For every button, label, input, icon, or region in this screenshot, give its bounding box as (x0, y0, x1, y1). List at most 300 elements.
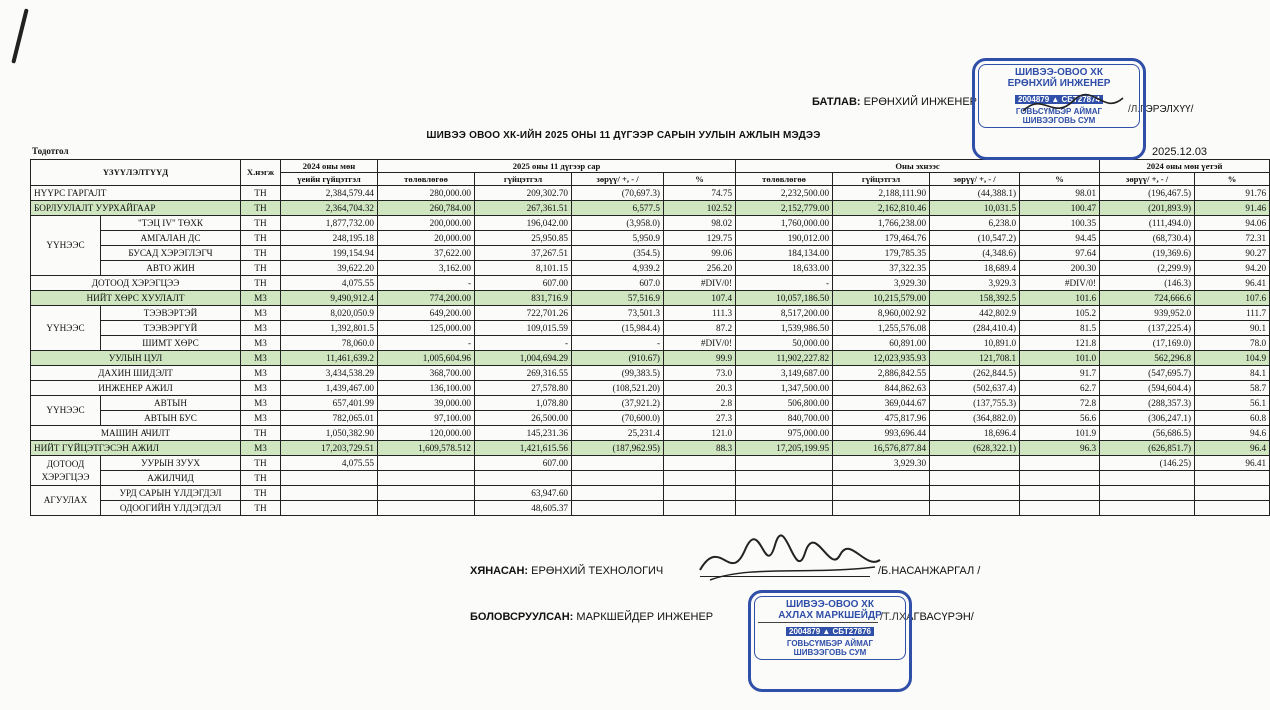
cell-ytd-plan (736, 456, 833, 471)
unit-label: Тодотгол (32, 146, 69, 156)
cell-prev: 11,461,639.2 (281, 351, 378, 366)
cell-prev-diff: (201,893.9) (1100, 201, 1195, 216)
cell-ytd-actual: 2,886,842.55 (833, 366, 930, 381)
row-label: АВТО ЖИН (101, 261, 241, 276)
cell-ytd-plan: 190,012.00 (736, 231, 833, 246)
cell-pct: 129.75 (664, 231, 736, 246)
row-unit: М3 (241, 396, 281, 411)
cell-diff: 5,950.9 (572, 231, 664, 246)
cell-ytd-diff: 10,891.0 (930, 336, 1020, 351)
row-unit: ТН (241, 186, 281, 201)
row-unit: М3 (241, 336, 281, 351)
row-unit: М3 (241, 366, 281, 381)
table-row (31, 486, 1270, 501)
row-label: НИЙТ ГҮЙЦЭТГЭСЭН АЖИЛ (31, 441, 241, 456)
row-unit: М3 (241, 381, 281, 396)
cell-ytd-diff: (44,388.1) (930, 186, 1020, 201)
cell-ytd-actual (833, 486, 930, 501)
cell-pct (664, 471, 736, 486)
cell-ytd-plan: 184,134.00 (736, 246, 833, 261)
cell-ytd-pct: 121.8 (1020, 336, 1100, 351)
cell-prev (281, 486, 378, 501)
cell-prev-diff: (196,467.5) (1100, 186, 1195, 201)
cell-pct: 111.3 (664, 306, 736, 321)
cell-prev-diff: (68,730.4) (1100, 231, 1195, 246)
cell-ytd-diff: (10,547.2) (930, 231, 1020, 246)
approval-line (812, 96, 977, 108)
cell-ytd-plan: 1,539,986.50 (736, 321, 833, 336)
cell-ytd-diff: 442,802.9 (930, 306, 1020, 321)
row-label: НҮҮРС ГАРГАЛТ (31, 186, 241, 201)
cell-prev-pct: 94.20 (1195, 261, 1270, 276)
cell-actual: 26,500.00 (475, 411, 572, 426)
row-label: АВТЫН БУС (101, 411, 241, 426)
cell-ytd-plan: 17,205,199.95 (736, 441, 833, 456)
cell-plan: - (378, 276, 475, 291)
cell-prev-pct: 84.1 (1195, 366, 1270, 381)
cell-ytd-plan: 18,633.00 (736, 261, 833, 276)
cell-ytd-pct: #DIV/0! (1020, 276, 1100, 291)
row-label: ТЭЭВЭРГҮЙ (101, 321, 241, 336)
cell-pct: 256.20 (664, 261, 736, 276)
cell-prev: 1,392,801.5 (281, 321, 378, 336)
cell-ytd-actual: 179,785.35 (833, 246, 930, 261)
reviewed-role: ЕРӨНХИЙ ТЕХНОЛОГИЧ (531, 565, 664, 577)
cell-pct: 98.02 (664, 216, 736, 231)
cell-prev-pct: 104.9 (1195, 351, 1270, 366)
cell-ytd-plan (736, 486, 833, 501)
cell-prev-diff: (17,169.0) (1100, 336, 1195, 351)
cell-ytd-diff: (284,410.4) (930, 321, 1020, 336)
cell-actual: 607.00 (475, 456, 572, 471)
cell-prev-diff: (111,494.0) (1100, 216, 1195, 231)
cell-diff: (99,383.5) (572, 366, 664, 381)
cell-diff: (910.67) (572, 351, 664, 366)
cell-prev-diff: (56,686.5) (1100, 426, 1195, 441)
table-row (31, 411, 1270, 426)
table-row (31, 471, 1270, 486)
cell-ytd-actual: 844,862.63 (833, 381, 930, 396)
group-label: ҮҮНЭЭС (31, 306, 101, 351)
prepared-role: МАРКШЕЙДЕР ИНЖЕНЕР (576, 611, 714, 623)
cell-prev-pct: 96.41 (1195, 456, 1270, 471)
cell-ytd-plan: 11,902,227.82 (736, 351, 833, 366)
header-row-1 (31, 160, 1270, 173)
cell-ytd-diff (930, 486, 1020, 501)
cell-prev: 1,877,732.00 (281, 216, 378, 231)
cell-ytd-diff: 10,031.5 (930, 201, 1020, 216)
col-ytd-diff: зөрүү/ +, - / (930, 173, 1020, 186)
col-prev-year-a: 2024 оны мөн (281, 160, 378, 173)
cell-prev-pct (1195, 501, 1270, 516)
stamp-bottom-loc2: ШИВЭЭГОВЬ СУМ (793, 648, 867, 657)
cell-ytd-plan: 8,517,200.00 (736, 306, 833, 321)
cell-ytd-diff: 121,708.1 (930, 351, 1020, 366)
row-label: ДОТООД ХЭРЭГЦЭЭ (31, 276, 241, 291)
cell-diff: 73,501.3 (572, 306, 664, 321)
cell-ytd-diff: 3,929.3 (930, 276, 1020, 291)
cell-plan: 20,000.00 (378, 231, 475, 246)
col-ytd-pct: % (1020, 173, 1100, 186)
approve-label: БАТЛАВ: (812, 96, 861, 108)
cell-ytd-actual: 1,766,238.00 (833, 216, 930, 231)
row-label: АМГАЛАН ДС (101, 231, 241, 246)
cell-prev-pct (1195, 486, 1270, 501)
cell-ytd-diff (930, 501, 1020, 516)
group-label: АГУУЛАХ (31, 486, 101, 516)
cell-prev: 1,050,382.90 (281, 426, 378, 441)
cell-diff: (187,962.95) (572, 441, 664, 456)
cell-pct: 121.0 (664, 426, 736, 441)
cell-diff: 607.0 (572, 276, 664, 291)
table-row (31, 336, 1270, 351)
prepared-name: /Т.ЛХАГВАСҮРЭН/ (880, 611, 974, 623)
cell-diff: (354.5) (572, 246, 664, 261)
cell-ytd-plan (736, 471, 833, 486)
cell-pct: 107.4 (664, 291, 736, 306)
cell-plan: 37,622.00 (378, 246, 475, 261)
cell-pct (664, 486, 736, 501)
cell-ytd-plan: 10,057,186.50 (736, 291, 833, 306)
row-unit: ТН (241, 231, 281, 246)
row-unit: ТН (241, 426, 281, 441)
group-label: ҮҮНЭЭС (31, 396, 101, 426)
row-label: БОРЛУУЛАЛТ УУРХАЙГААР (31, 201, 241, 216)
cell-ytd-actual: 3,929.30 (833, 456, 930, 471)
table-row (31, 366, 1270, 381)
cell-prev-pct: 72.31 (1195, 231, 1270, 246)
row-label: ИНЖЕНЕР АЖИЛ (31, 381, 241, 396)
cell-ytd-actual: 8,960,002.92 (833, 306, 930, 321)
cell-ytd-actual: 2,162,810.46 (833, 201, 930, 216)
cell-prev-diff: (626,851.7) (1100, 441, 1195, 456)
report-date: 2025.12.03 (1152, 146, 1208, 158)
cell-ytd-pct (1020, 486, 1100, 501)
group-label: ҮҮНЭЭС (31, 216, 101, 276)
cell-actual: 1,078.80 (475, 396, 572, 411)
cell-ytd-diff: (364,882.0) (930, 411, 1020, 426)
cell-actual: - (475, 336, 572, 351)
cell-plan (378, 471, 475, 486)
cell-prev: 4,075.55 (281, 276, 378, 291)
col-prev-pct: % (1195, 173, 1270, 186)
cell-ytd-pct: 101.6 (1020, 291, 1100, 306)
cell-ytd-pct (1020, 456, 1100, 471)
cell-prev: 2,384,579.44 (281, 186, 378, 201)
cell-ytd-diff: (628,322.1) (930, 441, 1020, 456)
cell-diff (572, 501, 664, 516)
cell-diff: 57,516.9 (572, 291, 664, 306)
cell-plan: 649,200.00 (378, 306, 475, 321)
stamp-bottom-position: АХЛАХ МАРКШЕЙДР (778, 610, 882, 621)
row-unit: ТН (241, 216, 281, 231)
table-row (31, 216, 1270, 231)
stamp-top-position: ЕРӨНХИЙ ИНЖЕНЕР (1007, 78, 1111, 89)
table-row (31, 261, 1270, 276)
group-label: ДОТООД ХЭРЭГЦЭЭ (31, 456, 101, 486)
cell-actual: 1,421,615.56 (475, 441, 572, 456)
cell-diff: 25,231.4 (572, 426, 664, 441)
cell-diff: (37,921.2) (572, 396, 664, 411)
cell-prev-diff (1100, 501, 1195, 516)
cell-actual: 209,302.70 (475, 186, 572, 201)
cell-plan (378, 486, 475, 501)
col-prev-ytd: 2024 оны мөн үетэй (1100, 160, 1270, 173)
cell-ytd-pct: 101.9 (1020, 426, 1100, 441)
cell-ytd-pct: 81.5 (1020, 321, 1100, 336)
cell-ytd-diff: 18,689.4 (930, 261, 1020, 276)
cell-ytd-pct (1020, 471, 1100, 486)
col-indicators: ҮЗҮҮЛЭЛТҮҮД (31, 160, 241, 186)
table-row (31, 306, 1270, 321)
col-prev-year-b: үеийн гүйцэтгэл (281, 173, 378, 186)
col-unit: Х.нэгж (241, 160, 281, 186)
cell-prev: 199,154.94 (281, 246, 378, 261)
row-unit: ТН (241, 456, 281, 471)
stamp-bottom-loc1: ГОВЬСҮМБЭР АЙМАГ (786, 639, 874, 648)
cell-prev-diff: (288,357.3) (1100, 396, 1195, 411)
cell-ytd-pct: 100.35 (1020, 216, 1100, 231)
cell-prev-diff: 724,666.6 (1100, 291, 1195, 306)
cell-ytd-actual: 12,023,935.93 (833, 351, 930, 366)
row-label: АЖИЛЧИД (101, 471, 241, 486)
cell-ytd-pct: 91.7 (1020, 366, 1100, 381)
cell-plan: 125,000.00 (378, 321, 475, 336)
cell-ytd-actual: 369,044.67 (833, 396, 930, 411)
cell-ytd-diff: (137,755.3) (930, 396, 1020, 411)
cell-plan: 368,700.00 (378, 366, 475, 381)
cell-prev-diff: (146.25) (1100, 456, 1195, 471)
cell-prev-diff (1100, 471, 1195, 486)
cell-actual: 109,015.59 (475, 321, 572, 336)
cell-ytd-actual: 37,322.35 (833, 261, 930, 276)
cell-plan: 774,200.00 (378, 291, 475, 306)
row-unit: ТН (241, 501, 281, 516)
cell-actual: 831,716.9 (475, 291, 572, 306)
cell-ytd-diff: 158,392.5 (930, 291, 1020, 306)
table-row (31, 246, 1270, 261)
reviewed-name: /Б.НАСАНЖАРГАЛ / (878, 565, 981, 577)
cell-prev-pct (1195, 471, 1270, 486)
approve-name: /Л.ГЭРЭЛХҮҮ/ (1128, 104, 1194, 115)
row-unit: М3 (241, 291, 281, 306)
row-label: "ТЭЦ IV" ТӨХК (101, 216, 241, 231)
cell-pct (664, 456, 736, 471)
row-label: АВТЫН (101, 396, 241, 411)
cell-pct: 87.2 (664, 321, 736, 336)
row-label: УУРЫН ЗУУХ (101, 456, 241, 471)
stamp-bottom-company: ШИВЭЭ-ОВОО ХК (786, 599, 874, 610)
row-unit: ТН (241, 276, 281, 291)
cell-prev: 17,203,729.51 (281, 441, 378, 456)
table-row (31, 396, 1270, 411)
cell-plan (378, 456, 475, 471)
cell-plan: 97,100.00 (378, 411, 475, 426)
table-row (31, 231, 1270, 246)
table-row (31, 291, 1270, 306)
cell-ytd-plan: 3,149,687.00 (736, 366, 833, 381)
cell-prev-pct: 94.06 (1195, 216, 1270, 231)
cell-ytd-diff: 18,696.4 (930, 426, 1020, 441)
row-unit: ТН (241, 486, 281, 501)
cell-prev-diff: 562,296.8 (1100, 351, 1195, 366)
cell-diff: (70,600.0) (572, 411, 664, 426)
cell-ytd-actual: 993,696.44 (833, 426, 930, 441)
row-unit: М3 (241, 441, 281, 456)
approve-role: ЕРӨНХИЙ ИНЖЕНЕР (863, 96, 978, 108)
cell-prev: 9,490,912.4 (281, 291, 378, 306)
col-actual: гүйцэтгэл (475, 173, 572, 186)
cell-prev: 657,401.99 (281, 396, 378, 411)
cell-prev-diff: (594,604.4) (1100, 381, 1195, 396)
col-ytd-actual: гүйцэтгэл (833, 173, 930, 186)
table-row (31, 501, 1270, 516)
cell-ytd-actual: 179,464.76 (833, 231, 930, 246)
cell-prev: 1,439,467.00 (281, 381, 378, 396)
cell-ytd-plan: 975,000.00 (736, 426, 833, 441)
row-label: ОДООГИЙН ҮЛДЭГДЭЛ (101, 501, 241, 516)
cell-prev (281, 471, 378, 486)
cell-prev-diff: (306,247.1) (1100, 411, 1195, 426)
cell-prev-diff (1100, 486, 1195, 501)
cell-ytd-diff: (262,844.5) (930, 366, 1020, 381)
prepared-signature-line (470, 611, 713, 623)
cell-plan: 3,162.00 (378, 261, 475, 276)
row-label: БУСАД ХЭРЭГЛЭГЧ (101, 246, 241, 261)
cell-diff (572, 471, 664, 486)
cell-prev: 4,075.55 (281, 456, 378, 471)
cell-ytd-pct: 200.30 (1020, 261, 1100, 276)
cell-prev-pct: 56.1 (1195, 396, 1270, 411)
cell-prev-pct: 107.6 (1195, 291, 1270, 306)
cell-pct: 20.3 (664, 381, 736, 396)
cell-actual: 27,578.80 (475, 381, 572, 396)
cell-ytd-pct: 72.8 (1020, 396, 1100, 411)
cell-ytd-pct: 94.45 (1020, 231, 1100, 246)
cell-ytd-pct: 98.01 (1020, 186, 1100, 201)
cell-prev-pct: 111.7 (1195, 306, 1270, 321)
table-row (31, 351, 1270, 366)
cell-ytd-actual: 16,576,877.84 (833, 441, 930, 456)
row-label: ДАХИН ШИДЭЛТ (31, 366, 241, 381)
table-row (31, 426, 1270, 441)
table-row (31, 276, 1270, 291)
cell-ytd-pct: 62.7 (1020, 381, 1100, 396)
cell-plan: - (378, 336, 475, 351)
cell-ytd-actual: 3,929.30 (833, 276, 930, 291)
cell-pct (664, 501, 736, 516)
cell-prev-pct: 90.27 (1195, 246, 1270, 261)
cell-ytd-pct: 101.0 (1020, 351, 1100, 366)
col-month: 2025 оны 11 дүгээр сар (378, 160, 736, 173)
row-label: ТЭЭВЭРТЭЙ (101, 306, 241, 321)
cell-diff: - (572, 336, 664, 351)
cell-prev: 2,364,704.32 (281, 201, 378, 216)
cell-ytd-pct: 56.6 (1020, 411, 1100, 426)
cell-ytd-pct: 96.3 (1020, 441, 1100, 456)
cell-actual: 607.00 (475, 276, 572, 291)
cell-ytd-plan: 1,760,000.00 (736, 216, 833, 231)
cell-prev-pct: 94.6 (1195, 426, 1270, 441)
row-unit: ТН (241, 246, 281, 261)
cell-prev: 248,195.18 (281, 231, 378, 246)
row-unit: М3 (241, 321, 281, 336)
cell-prev-pct: 58.7 (1195, 381, 1270, 396)
cell-ytd-diff: (4,348.6) (930, 246, 1020, 261)
table-row (31, 186, 1270, 201)
row-unit: ТН (241, 201, 281, 216)
cell-pct: 99.06 (664, 246, 736, 261)
stamp-top-reg: 2004879 ▲ СБТ27874 (1015, 95, 1103, 104)
cell-ytd-actual: 475,817.96 (833, 411, 930, 426)
row-label: МАШИН АЧИЛТ (31, 426, 241, 441)
cell-ytd-plan: 506,800.00 (736, 396, 833, 411)
reviewed-label: ХЯНАСАН: (470, 565, 529, 577)
cell-prev-pct: 96.41 (1195, 276, 1270, 291)
cell-prev: 782,065.01 (281, 411, 378, 426)
cell-ytd-plan (736, 501, 833, 516)
company-stamp-bottom (748, 590, 912, 692)
cell-actual: 267,361.51 (475, 201, 572, 216)
cell-prev-pct: 96.4 (1195, 441, 1270, 456)
cell-prev-pct: 78.0 (1195, 336, 1270, 351)
cell-ytd-actual (833, 501, 930, 516)
cell-actual: 63,947.60 (475, 486, 572, 501)
col-pct: % (664, 173, 736, 186)
table-row (31, 201, 1270, 216)
prepared-label: БОЛОВСРУУЛСАН: (470, 611, 574, 623)
row-label: УУЛЫН ЦУЛ (31, 351, 241, 366)
table-row (31, 441, 1270, 456)
cell-ytd-plan: 2,232,500.00 (736, 186, 833, 201)
cell-prev-diff: (146.3) (1100, 276, 1195, 291)
cell-actual: 722,701.26 (475, 306, 572, 321)
cell-actual: 269,316.55 (475, 366, 572, 381)
stamp-top-company: ШИВЭЭ-ОВОО ХК (1015, 67, 1103, 78)
cell-pct: 27.3 (664, 411, 736, 426)
row-unit: ТН (241, 261, 281, 276)
report-title: ШИВЭЭ ОВОО ХК-ИЙН 2025 ОНЫ 11 ДҮГЭЭР САРЫН УУЛЫН АЖЛЫН МЭДЭЭ (426, 130, 821, 141)
cell-ytd-plan: 1,347,500.00 (736, 381, 833, 396)
row-unit: М3 (241, 411, 281, 426)
cell-prev-diff: (2,299.9) (1100, 261, 1195, 276)
cell-ytd-pct: 100.47 (1020, 201, 1100, 216)
cell-pct: 99.9 (664, 351, 736, 366)
cell-ytd-actual: 2,188,111.90 (833, 186, 930, 201)
reviewed-signature-line (470, 565, 663, 577)
row-unit: ТН (241, 471, 281, 486)
cell-plan: 200,000.00 (378, 216, 475, 231)
cell-diff: (3,958.0) (572, 216, 664, 231)
cell-ytd-diff (930, 456, 1020, 471)
stamp-top-loc2: ШИВЭЭГОВЬ СУМ (1022, 116, 1096, 125)
cell-actual (475, 471, 572, 486)
cell-pct: #DIV/0! (664, 336, 736, 351)
cell-pct: 73.0 (664, 366, 736, 381)
cell-ytd-plan: 50,000.00 (736, 336, 833, 351)
pen-mark (11, 8, 28, 63)
cell-prev (281, 501, 378, 516)
cell-ytd-actual: 60,891.00 (833, 336, 930, 351)
cell-ytd-pct: 105.2 (1020, 306, 1100, 321)
cell-plan: 120,000.00 (378, 426, 475, 441)
row-unit: М3 (241, 351, 281, 366)
cell-ytd-diff: (502,637.4) (930, 381, 1020, 396)
table-row (31, 456, 1270, 471)
cell-prev-diff: (547,695.7) (1100, 366, 1195, 381)
cell-ytd-actual (833, 471, 930, 486)
cell-prev: 39,622.20 (281, 261, 378, 276)
